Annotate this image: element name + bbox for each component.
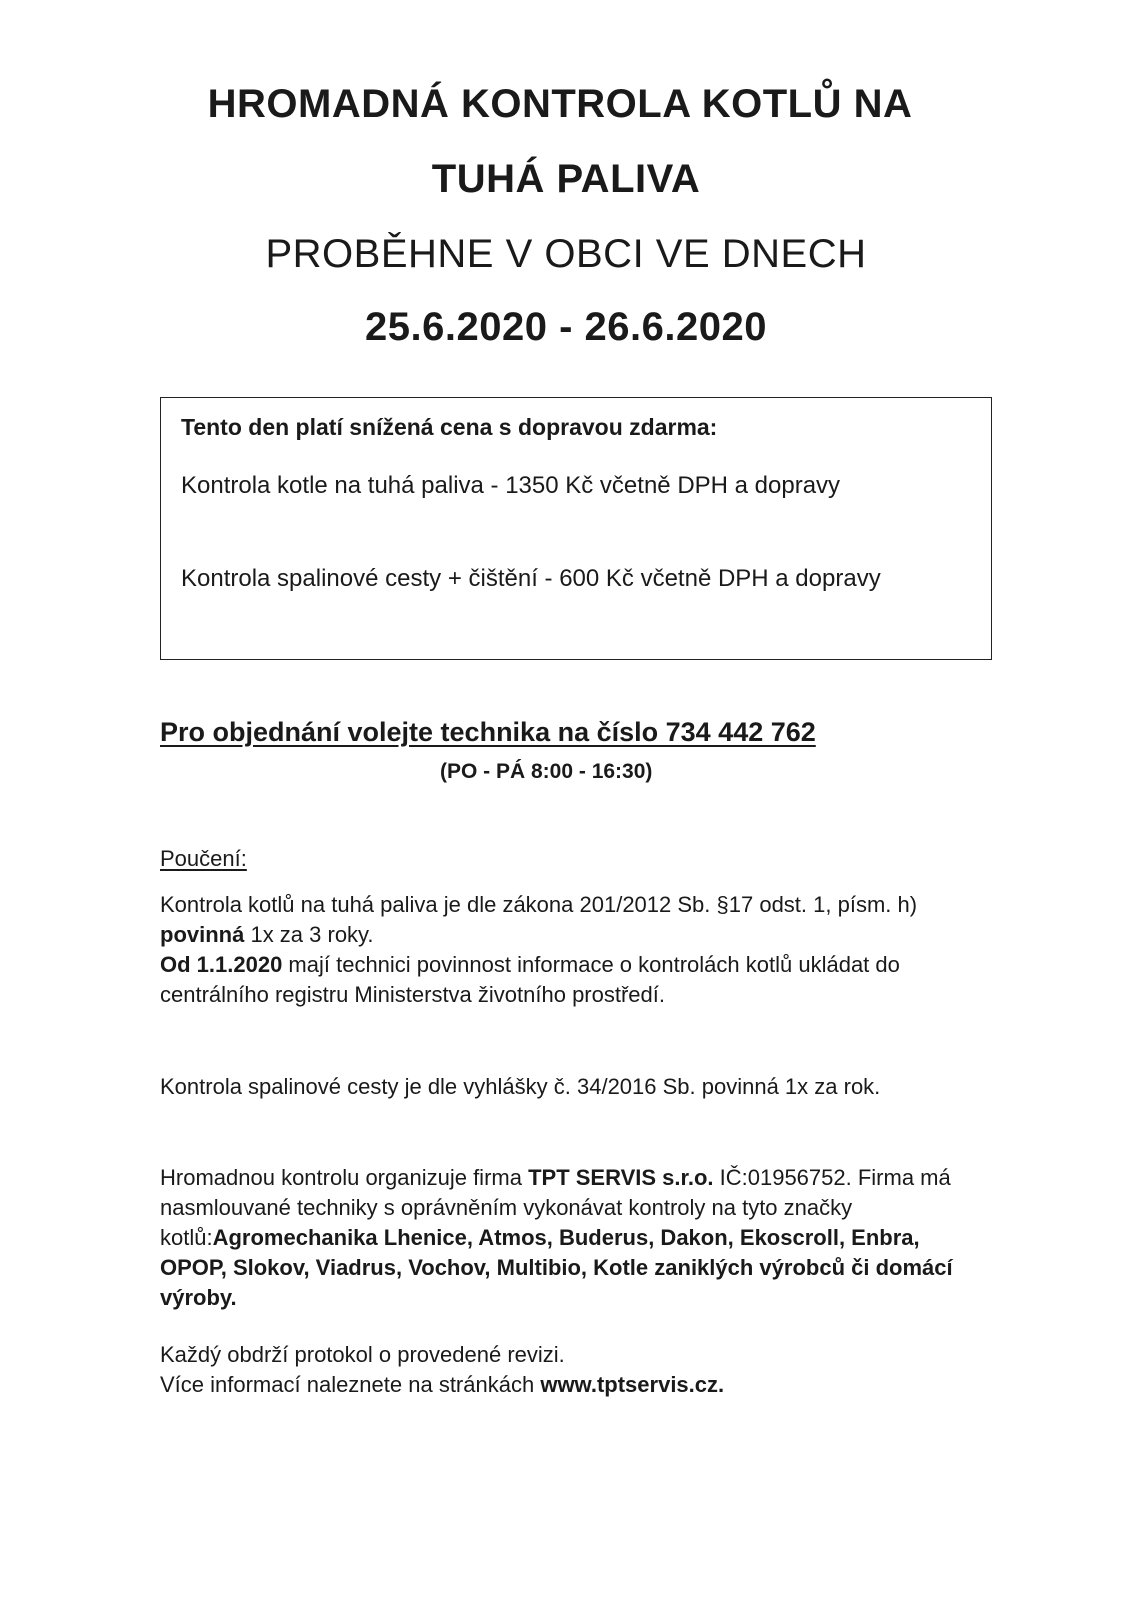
office-hours: (PO - PÁ 8:00 - 16:30) [440,760,653,783]
instructions-label: Poučení: [160,846,247,871]
price-item-flue: Kontrola spalinové cesty + čištění - 600 Kč včetně DPH a dopravy [181,565,881,592]
order-phone-line: Pro objednání volejte technika na číslo 734 442 762 [160,717,816,747]
paragraph-organizer: Hromadnou kontrolu organizuje firma TPT SERVIS s.r.o. IČ:01956752. Firma má nasmlouvané techniky s oprávněním vykonávat kontroly na tyto značky kotlů:Agromechanika Lhenice, Atmos, Buderus, Dakon, Ekoscroll, Enbra, OPOP, Slokov, Viadrus, Vochov, Multibio, Kotle zaniklých výrobců či domácí výroby. [160,1165,953,1310]
price-box-heading: Tento den platí snížená cena s dopravou zdarma: [181,414,718,440]
price-item-boiler: Kontrola kotle na tuhá paliva - 1350 Kč včetně DPH a dopravy [181,472,841,499]
title-line-2: TUHÁ PALIVA [431,157,701,201]
boiler-brands: Agromechanika Lhenice, Atmos, Buderus, Dakon, Ekoscroll, Enbra, OPOP, Slokov, Viadrus, Vochov, Multibio, Kotle zaniklých výrobců či domácí výroby. [160,1225,953,1310]
title-line-1: HROMADNÁ KONTROLA KOTLŮ NA [207,82,913,126]
subtitle: PROBĚHNE V OBCI VE DNECH [265,232,867,276]
paragraph-closing: Každý obdrží protokol o provedené revizi. Více informací naleznete na stránkách www.tptservis.cz. [160,1342,725,1397]
company-name: TPT SERVIS s.r.o. [528,1165,714,1190]
paragraph-flue-law: Kontrola spalinové cesty je dle vyhlášky č. 34/2016 Sb. povinná 1x za rok. [160,1074,881,1099]
date-range: 25.6.2020 - 26.6.2020 [365,305,767,349]
price-box [160,397,992,660]
website-link[interactable]: www.tptservis.cz. [540,1372,725,1397]
paragraph-boiler-law: Kontrola kotlů na tuhá paliva je dle zákona 201/2012 Sb. §17 odst. 1, písm. h) povinná 1x za 3 roky. Od 1.1.2020 mají technici povinnost informace o kontrolách kotlů ukládat do centrálního registru Ministerstva životního prostředí. [160,892,918,1007]
